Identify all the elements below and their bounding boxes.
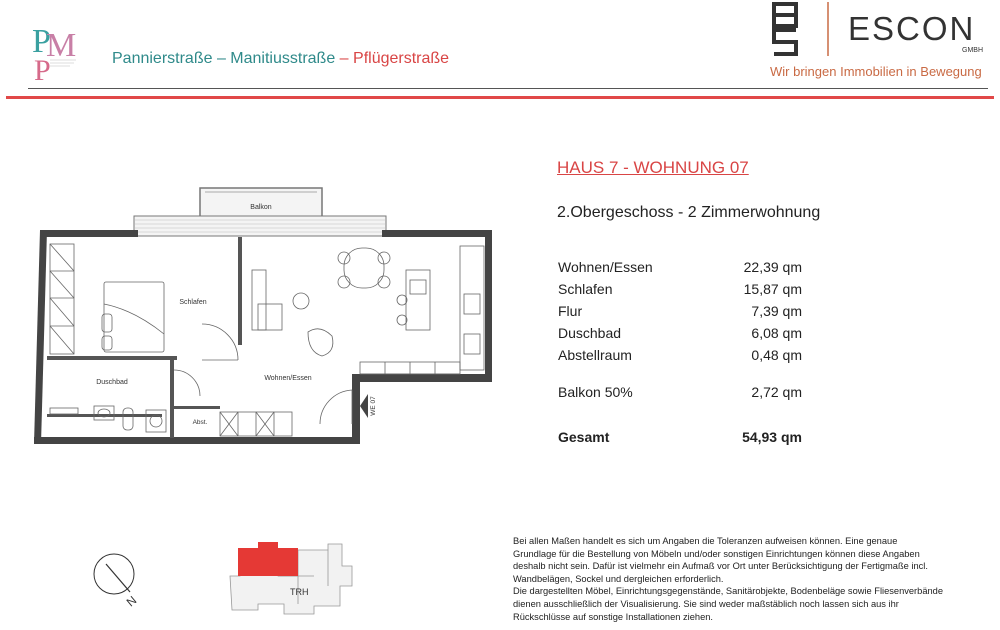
site-plan-highlight [238, 542, 298, 576]
room-name: Duschbad [558, 325, 622, 341]
label-schlafen: Schlafen [179, 299, 207, 306]
room-area: 22,39 qm [743, 259, 802, 275]
room-name: Wohnen/Essen [558, 259, 653, 275]
disclaimer-paragraph: Bei allen Maßen handelt es sich um Angaben die Toleranzen aufweisen können. Eine genaue Grundlage für die Bestellung von Möbeln und/oder sonstigen Einrichtungen können diese Angaben deshalb nicht sein. Dafür ist vielmehr ein Aufmaß vor Ort unter Berücksichtigung der Fertigmaße incl. Wandbelägen, Sockel und dergleichen erforderlich. [513, 536, 928, 584]
total-name: Gesamt [558, 429, 610, 445]
escon-brand-name: ESCON [848, 10, 976, 47]
street-names [112, 50, 449, 68]
room-row [558, 347, 802, 367]
site-plan-label: TRH [290, 587, 309, 597]
bedroom-furniture [50, 244, 238, 360]
site-plan [228, 538, 368, 616]
room-name: Flur [558, 303, 583, 319]
balcony-name: Balkon 50% [558, 384, 633, 400]
label-abst: Abst. [192, 419, 208, 426]
compass-icon [90, 550, 150, 610]
label-duschbad: Duschbad [96, 379, 128, 386]
svg-text:P: P [34, 54, 51, 82]
pmp-logo [30, 16, 90, 82]
total-row [558, 429, 802, 449]
balcony-row [558, 384, 802, 404]
escon-brand-sub: GMBH [962, 47, 983, 54]
header-divider [28, 88, 988, 89]
label-balkon: Balkon [250, 204, 272, 211]
street-manitius: Manitiusstraße [230, 50, 336, 67]
label-wohnen: Wohnen/Essen [264, 375, 312, 382]
street-pannier: Pannierstraße [112, 50, 213, 67]
compass-letter: N [123, 593, 140, 610]
brand-tagline: Wir bringen Immobilien in Bewegung [770, 64, 982, 79]
street-separator-2: – [335, 50, 354, 67]
balcony-area [134, 188, 386, 236]
svg-text:M: M [46, 27, 77, 64]
bathroom-furniture [50, 406, 166, 432]
room-area: 0,48 qm [751, 347, 802, 363]
disclaimer-paragraph: Die dargestellten Möbel, Einrichtungsgegenstände, Sanitärobjekte, Bodenbeläge sowie Fliesenverbände dienen ausschließlich der Visualisierung. Sie sind weder maßstäblich noch lassen sich aus ihr Rückschlüsse auf sonstige Installationen ziehen. [513, 586, 944, 622]
room-row [558, 325, 802, 345]
room-row [558, 259, 802, 279]
balcony-area: 2,72 qm [751, 384, 802, 400]
room-area: 15,87 qm [743, 281, 802, 297]
label-we: WE 07 [370, 396, 377, 416]
floor-plan [30, 184, 495, 450]
room-name: Schlafen [558, 281, 613, 297]
disclaimer [513, 535, 943, 623]
room-area: 6,08 qm [751, 325, 802, 341]
unit-subtitle: 2.Obergeschoss - 2 Zimmerwohnung [557, 204, 821, 221]
total-area: 54,93 qm [742, 429, 802, 445]
street-separator-1: – [212, 50, 231, 67]
room-row [558, 281, 802, 301]
header-accent-line [6, 96, 994, 99]
street-pflueger: Pflügerstraße [353, 50, 450, 67]
room-name: Abstellraum [558, 347, 632, 363]
entrance-arrow [360, 394, 368, 418]
unit-title: HAUS 7 - WOHNUNG 07 [557, 158, 749, 177]
svg-text:P: P [32, 23, 51, 60]
room-row [558, 303, 802, 323]
room-area: 7,39 qm [751, 303, 802, 319]
